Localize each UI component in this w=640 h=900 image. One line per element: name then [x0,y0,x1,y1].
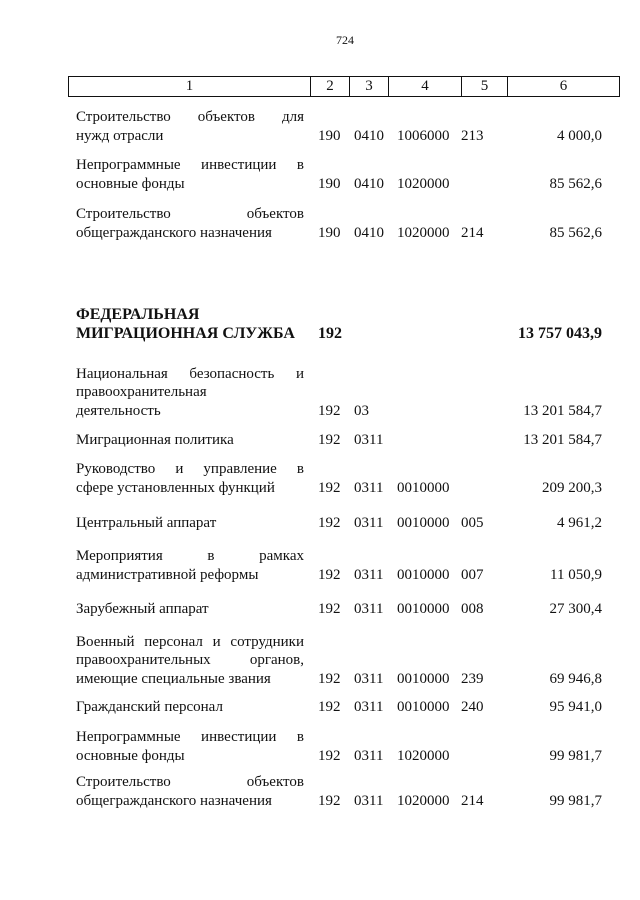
subsection-code: 0311 [354,479,384,496]
subsection-code: 0311 [354,431,384,448]
description-line: Непрограммные инвестиции в [76,157,304,173]
expense-type-code: 239 [461,670,484,687]
row-description [76,600,304,619]
row-description [76,306,304,343]
description-line: общегражданского назначения [76,792,272,809]
subsection-code: 0311 [354,747,384,764]
subsection-code: 0410 [354,175,384,192]
subsection-code: 03 [354,402,369,419]
amount: 13 201 584,7 [523,402,602,419]
amount: 13 757 043,9 [518,324,602,342]
section-code: 192 [318,479,341,496]
subsection-code: 0410 [354,127,384,144]
description-line: Миграционная политика [76,431,234,448]
section-code: 192 [318,670,341,687]
amount: 85 562,6 [549,224,602,241]
description-line: сфере установленных функций [76,479,275,496]
table-row [0,109,640,145]
description-line: ФЕДЕРАЛЬНАЯ [76,306,200,323]
table-row [0,461,640,497]
subsection-code: 0410 [354,224,384,241]
column-header-4: 4 [389,77,462,97]
section-code: 190 [318,175,341,192]
description-line: общегражданского назначения [76,224,272,241]
table-row [0,365,640,420]
table-row [0,774,640,810]
target-code: 1020000 [397,224,450,241]
target-code: 0010000 [397,479,450,496]
section-code: 192 [318,698,341,715]
table-row [0,157,640,193]
section-code: 192 [318,514,341,531]
description-line: МИГРАЦИОННАЯ СЛУЖБА [76,324,295,342]
row-description [76,773,304,810]
column-header-2: 2 [311,77,350,97]
target-code: 0010000 [397,514,450,531]
row-description [76,156,304,193]
table-row [0,206,640,242]
description-line: Военный персонал и сотрудники [76,633,304,650]
table-row [0,633,640,688]
description-line: административной реформы [76,566,259,583]
description-line: основные фонды [76,747,185,764]
subsection-code: 0311 [354,600,384,617]
section-code: 192 [318,324,342,342]
row-description [76,108,304,145]
table-row [0,548,640,584]
amount: 209 200,3 [542,479,602,496]
description-line: Зарубежный аппарат [76,600,209,617]
description-line: Строительство объектов для [76,109,304,125]
target-code: 0010000 [397,600,450,617]
description-line: Непрограммные инвестиции в [76,729,304,745]
expense-type-code: 240 [461,698,484,715]
section-code: 190 [318,127,341,144]
subsection-code: 0311 [354,566,384,583]
row-description [76,547,304,584]
column-header-6: 6 [508,77,620,97]
table-row [0,514,640,532]
table-row [0,729,640,765]
subsection-code: 0311 [354,792,384,809]
row-description [76,633,304,689]
target-code: 0010000 [397,670,450,687]
amount: 95 941,0 [549,698,602,715]
page-number: 724 [336,33,354,47]
target-code: 1020000 [397,747,450,764]
target-code: 0010000 [397,698,450,715]
description-line: деятельность [76,402,161,419]
amount: 69 946,8 [549,670,602,687]
amount: 85 562,6 [549,175,602,192]
subsection-code: 0311 [354,698,384,715]
section-code: 192 [318,431,341,448]
section-code: 192 [318,747,341,764]
column-header-5: 5 [462,77,508,97]
target-code: 1020000 [397,175,450,192]
description-line: Мероприятия в рамках [76,548,304,564]
row-description [76,698,304,717]
expense-type-code: 007 [461,566,484,583]
section-code: 192 [318,566,341,583]
row-description [76,365,304,421]
description-line: Гражданский персонал [76,698,223,715]
target-code: 1006000 [397,127,450,144]
row-description [76,205,304,242]
table-row [0,306,640,343]
expense-type-code: 213 [461,127,484,144]
expense-type-code: 214 [461,792,484,809]
amount: 27 300,4 [549,600,602,617]
table-row [0,600,640,618]
expense-type-code: 005 [461,514,484,531]
description-line: Строительство объектов [76,206,304,222]
amount: 99 981,7 [549,792,602,809]
expense-type-code: 214 [461,224,484,241]
amount: 11 050,9 [550,566,602,583]
table-row [0,698,640,716]
amount: 4 961,2 [557,514,602,531]
table-row [0,431,640,449]
description-line: Центральный аппарат [76,514,217,531]
description-line: нужд отрасли [76,127,164,144]
row-description [76,431,304,450]
column-header-1: 1 [69,77,311,97]
column-header-3: 3 [350,77,389,97]
description-line: Национальная безопасность и [76,365,304,382]
description-line: основные фонды [76,175,185,192]
section-code: 192 [318,600,341,617]
description-line: правоохранительных органов, [76,652,304,668]
section-code: 192 [318,402,341,419]
target-code: 1020000 [397,792,450,809]
amount: 4 000,0 [557,127,602,144]
section-code: 192 [318,792,341,809]
amount: 13 201 584,7 [523,431,602,448]
row-description [76,514,304,533]
description-line: правоохранительная [76,384,207,400]
subsection-code: 0311 [354,514,384,531]
description-line: Строительство объектов [76,774,304,790]
row-description [76,460,304,497]
row-description [76,728,304,765]
amount: 99 981,7 [549,747,602,764]
expense-type-code: 008 [461,600,484,617]
description-line: Руководство и управление в [76,461,304,477]
subsection-code: 0311 [354,670,384,687]
description-line: имеющие специальные звания [76,670,271,687]
section-code: 190 [318,224,341,241]
target-code: 0010000 [397,566,450,583]
